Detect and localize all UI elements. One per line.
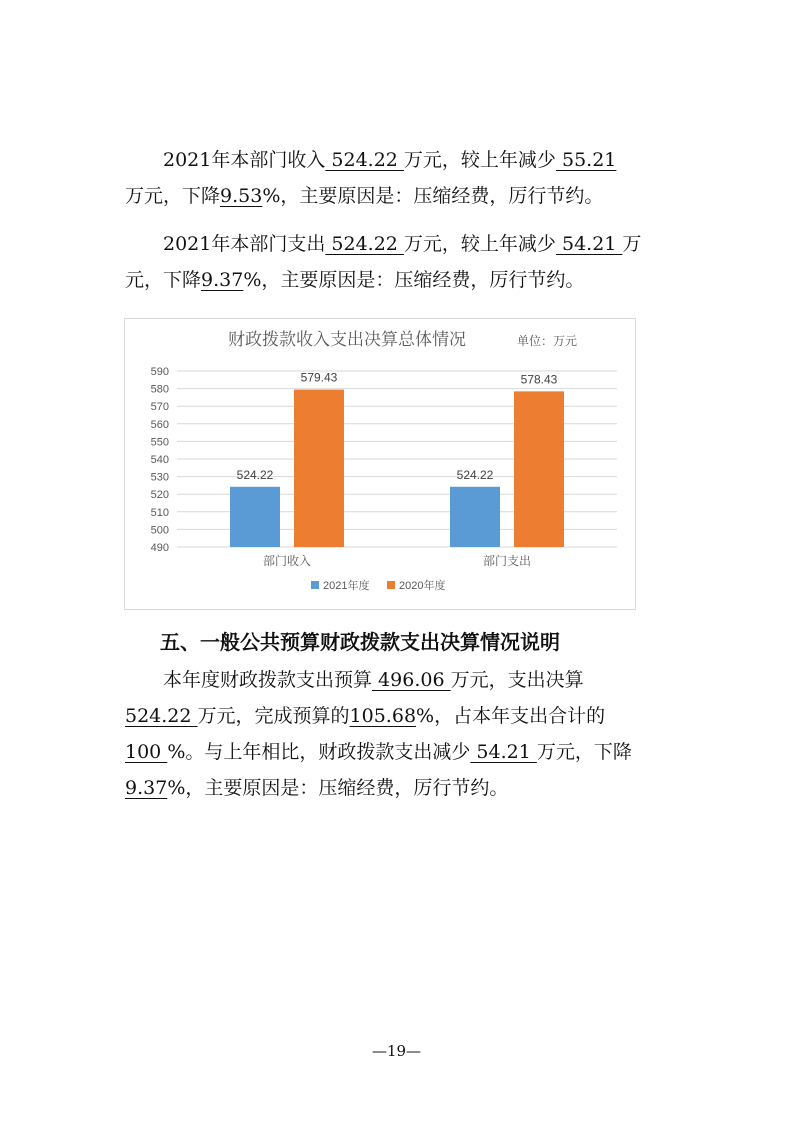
- paragraph-fiscal-appropriation: [125, 662, 670, 806]
- chart-canvas: [125, 319, 635, 609]
- paragraph-line: 2021年本部门支出 524.22 万元，较上年减少 54.21 万: [163, 233, 642, 255]
- bar: [450, 487, 500, 547]
- expenditure-decrease-percent: 9.37: [201, 269, 244, 291]
- y-tick-label: 500: [150, 524, 169, 537]
- paragraph-line: 本年度财政拨款支出预算 496.06 万元，支出决算: [163, 669, 584, 691]
- x-tick-label: 部门支出: [482, 554, 532, 568]
- income-decrease: 55.21: [555, 149, 617, 171]
- final-expenditure-amount: 524.22: [125, 705, 198, 727]
- x-tick-label: 部门收入: [262, 554, 312, 568]
- budget-bar-chart: [124, 318, 636, 610]
- income-decrease-percent: 9.53: [220, 185, 263, 207]
- y-tick-label: 540: [150, 454, 169, 466]
- section-heading: 五、一般公共预算财政拨款支出决算情况说明: [160, 630, 560, 654]
- bar: [514, 391, 564, 547]
- data-label: 578.43: [520, 372, 558, 387]
- legend-label: 2021年度: [323, 580, 370, 592]
- y-tick-label: 520: [150, 489, 169, 502]
- expenditure-decrease: 54.21: [555, 233, 623, 255]
- bar: [230, 487, 280, 547]
- paragraph-line: 万元，下降9.53%，主要原因是：压缩经费，厉行节约。: [125, 185, 604, 207]
- y-tick-label: 490: [150, 542, 169, 554]
- income-amount: 524.22: [325, 149, 404, 171]
- data-label: 579.43: [300, 370, 338, 385]
- bar: [294, 390, 344, 547]
- chart-title: 财政拨款收入支出决算总体情况: [228, 330, 466, 349]
- y-tick-label: 580: [150, 383, 169, 396]
- paragraph-income: [125, 142, 670, 214]
- appropriation-decrease: 54.21: [470, 741, 537, 763]
- legend-swatch: [311, 581, 319, 589]
- chart-unit-label: 单位：万元: [517, 334, 578, 348]
- legend-label: 2020年度: [399, 580, 446, 592]
- expenditure-amount: 524.22: [325, 233, 404, 255]
- data-label: 524.22: [236, 467, 274, 482]
- data-label: 524.22: [456, 467, 494, 482]
- paragraph-line: 524.22 万元，完成预算的105.68%，占本年支出合计的: [125, 705, 606, 727]
- legend-swatch: [387, 581, 395, 589]
- paragraph-line: 2021年本部门收入 524.22 万元，较上年减少 55.21: [163, 149, 617, 171]
- budget-completion-percent: 105.68: [349, 705, 417, 727]
- share-of-total-percent: 100: [125, 741, 168, 763]
- y-tick-label: 510: [150, 506, 169, 519]
- y-tick-label: 560: [150, 418, 169, 431]
- y-tick-label: 570: [150, 401, 169, 414]
- y-tick-label: 590: [150, 366, 169, 378]
- y-tick-label: 550: [150, 436, 169, 449]
- appropriation-decrease-percent: 9.37: [125, 777, 168, 799]
- paragraph-line: 元，下降9.37%，主要原因是：压缩经费，厉行节约。: [125, 269, 585, 291]
- budget-amount: 496.06: [372, 669, 451, 691]
- paragraph-line: 100 %。与上年相比，财政拨款支出减少 54.21 万元，下降: [125, 741, 632, 763]
- paragraph-expenditure: [125, 226, 670, 298]
- y-tick-label: 530: [150, 471, 169, 484]
- page-number: —19—: [371, 1042, 422, 1060]
- paragraph-line: 9.37%，主要原因是：压缩经费，厉行节约。: [125, 777, 509, 799]
